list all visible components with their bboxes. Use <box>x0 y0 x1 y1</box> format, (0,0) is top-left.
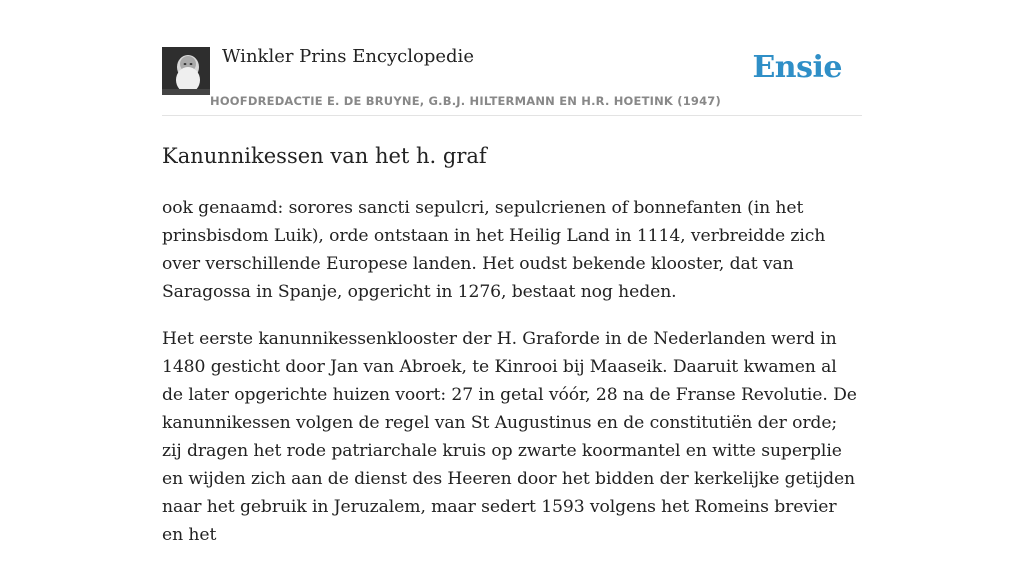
ensie-logo[interactable]: Ensie <box>752 50 842 85</box>
source-title[interactable]: Winkler Prins Encyclopedie <box>222 46 474 67</box>
content-column <box>162 0 862 568</box>
source-editors: HOOFDREDACTIE E. DE BRUYNE, G.B.J. HILTERMANN EN H.R. HOETINK (1947) <box>210 94 721 108</box>
article-paragraph: ook genaamd: sorores sancti sepulcri, sepulcrienen of bonnefanten (in het prinsbisdom Luik), orde ontstaan in het Heilig Land in 1114, verbreidde zich over verschillende Europese landen. Het oudst bekende klooster, dat van Saragossa in Spanje, opgericht in 1276, bestaat nog heden. <box>162 198 826 302</box>
article-title: Kanunnikessen van het h. graf <box>162 144 487 168</box>
article-body <box>162 194 862 549</box>
author-portrait-icon[interactable] <box>162 47 210 95</box>
article-paragraph: Het eerste kanunnikessenklooster der H. Graforde in de Nederlanden werd in 1480 gesticht door Jan van Abroek, te Kinrooi bij Maaseik. Daaruit kwamen al de later opgerichte huizen voort: 27 in getal vóór, 28 na de Franse Revolutie. De kanunnikessen volgen de regel van St Augustinus en de constitutiën der orde; zij dragen het rode patriarchale kruis op zwarte koormantel en witte superplie en wijden zich aan de dienst des Heeren door het bidden der kerkelijke getijden naar het gebruik in Jeruzalem, maar sedert 1593 volgens het Romeins brevier en het <box>162 329 857 545</box>
source-header <box>162 0 862 116</box>
